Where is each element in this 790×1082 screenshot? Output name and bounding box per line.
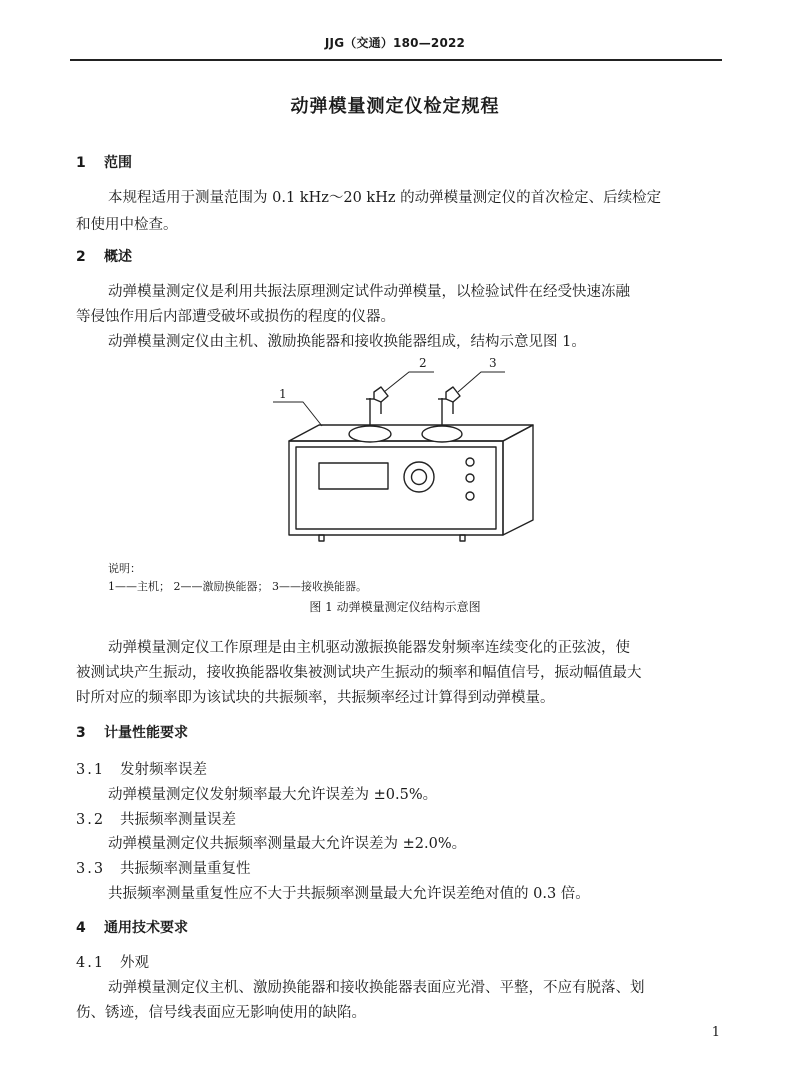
section-1-line-2: 和使用中检查。	[76, 217, 178, 233]
pad-right	[422, 426, 462, 442]
subsection-3-1-text: 动弹模量测定仪发射频率最大允许误差为 ±0.5%。	[108, 787, 438, 803]
subsection-4-1-line-2: 伤、锈迹，信号线表面应无影响使用的缺陷。	[76, 1005, 366, 1021]
transducer-3	[446, 387, 460, 402]
running-header: JJG（交通）180—2022	[324, 36, 466, 50]
button-1	[466, 458, 474, 466]
pad-left	[349, 426, 391, 442]
subsection-number: 3.1	[76, 762, 106, 778]
leader-2	[384, 372, 434, 392]
transducer-2	[374, 387, 388, 402]
section-2-p1-line-2: 等侵蚀作用后内部遭受破坏或损伤的程度的仪器。	[76, 309, 395, 325]
document-title: 动弹模量测定仪检定规程	[290, 96, 500, 117]
section-number: 1	[76, 155, 86, 171]
button-3	[466, 492, 474, 500]
figure-note-title: 说明：	[108, 562, 141, 575]
figure-note-text: 1——主机； 2——激励换能器； 3——接收换能器。	[108, 580, 367, 593]
subsection-3-2-text: 动弹模量测定仪共振频率测量最大允许误差为 ±2.0%。	[108, 836, 467, 852]
leader-1	[273, 402, 322, 426]
knob-inner	[412, 470, 427, 485]
section-2-p3-line-2: 被测试块产生振动，接收换能器收集被测试块产生振动的频率和幅值信号，振动幅值最大	[76, 665, 642, 681]
foot-2	[460, 535, 465, 541]
subsection-title: 发射频率误差	[120, 762, 207, 778]
subsection-3-1-heading	[76, 758, 207, 779]
subsection-4-1-heading	[76, 951, 149, 972]
display-screen	[319, 463, 388, 489]
section-number: 3	[76, 725, 86, 741]
section-3-heading	[76, 722, 188, 742]
subsection-title: 共振频率测量重复性	[120, 861, 251, 877]
foot-1	[319, 535, 324, 541]
leader-3	[458, 372, 505, 392]
subsection-number: 3.2	[76, 812, 106, 828]
knob-outer	[404, 462, 434, 492]
subsection-number: 4.1	[76, 955, 106, 971]
section-2-p3-line-3: 时所对应的频率即为该试块的共振频率，共振频率经过计算得到动弹模量。	[76, 690, 555, 706]
section-title: 概述	[104, 249, 132, 265]
page-number: 1	[711, 1025, 720, 1040]
box-side-face	[503, 425, 533, 535]
section-4-heading	[76, 917, 188, 937]
subsection-title: 外观	[120, 955, 149, 971]
subsection-number: 3.3	[76, 861, 106, 877]
section-title: 范围	[104, 155, 132, 171]
button-2	[466, 474, 474, 482]
figure-caption: 图 1 动弹模量测定仪结构示意图	[309, 600, 481, 614]
subsection-4-1-line-1: 动弹模量测定仪主机、激励换能器和接收换能器表面应光滑、平整，不应有脱落、划	[108, 980, 645, 996]
section-number: 2	[76, 249, 86, 265]
subsection-3-2-heading	[76, 808, 236, 829]
section-title: 通用技术要求	[104, 920, 188, 936]
label-2: 2	[419, 356, 427, 370]
section-2-p1-line-1: 动弹模量测定仪是利用共振法原理测定试件动弹模量，以检验试件在经受快速冻融	[108, 284, 630, 300]
box-front-face	[289, 441, 503, 535]
subsection-3-3-text: 共振频率测量重复性应不大于共振频率测量最大允许误差绝对值的 0.3 倍。	[108, 886, 590, 902]
section-2-p3-line-1: 动弹模量测定仪工作原理是由主机驱动激振换能器发射频率连续变化的正弦波，使	[108, 640, 630, 656]
box-top-face	[289, 425, 533, 441]
section-title: 计量性能要求	[104, 725, 188, 741]
section-2-p2: 动弹模量测定仪由主机、激励换能器和接收换能器组成，结构示意见图 1。	[108, 334, 586, 350]
subsection-3-3-heading	[76, 857, 251, 878]
label-1: 1	[279, 387, 287, 401]
label-3: 3	[489, 356, 497, 370]
front-panel	[296, 447, 496, 529]
section-1-line-1: 本规程适用于测量范围为 0.1 kHz～20 kHz 的动弹模量测定仪的首次检定、后续检定	[108, 190, 662, 206]
subsection-title: 共振频率测量误差	[120, 812, 236, 828]
section-number: 4	[76, 920, 86, 936]
